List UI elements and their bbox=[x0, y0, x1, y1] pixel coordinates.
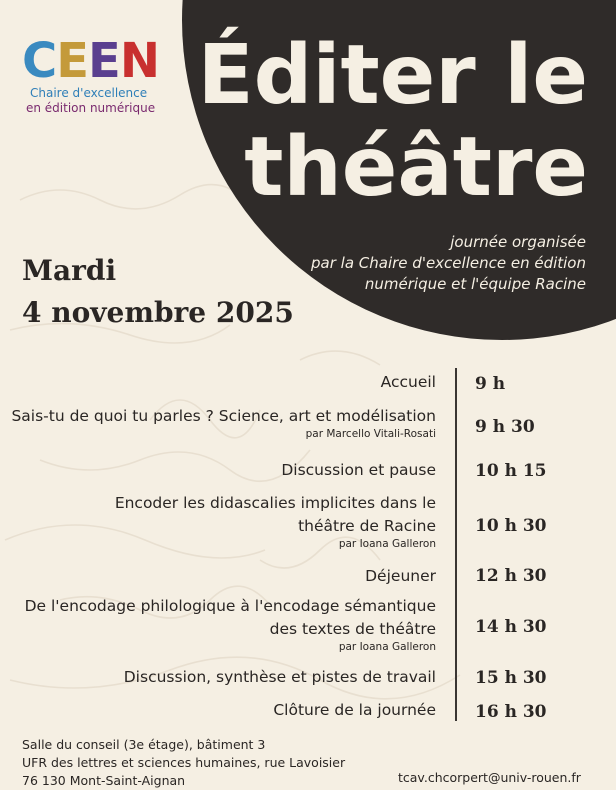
subtitle-line: par la Chaire d'excellence en édition bbox=[311, 254, 586, 272]
title-line-1: Éditer le bbox=[197, 28, 588, 123]
venue-address bbox=[22, 736, 345, 790]
program-time: 9 h 30 bbox=[475, 417, 535, 437]
subtitle-line: numérique et l'équipe Racine bbox=[364, 275, 586, 293]
program-speaker: par Marcello Vitali-Rosati bbox=[305, 428, 436, 440]
date-day: Mardi bbox=[22, 254, 117, 287]
program-item bbox=[11, 405, 436, 440]
program-title: des textes de théâtre bbox=[269, 620, 436, 638]
program-item bbox=[381, 371, 436, 394]
address-line: Salle du conseil (3e étage), bâtiment 3 bbox=[22, 737, 266, 752]
program-time: 15 h 30 bbox=[475, 668, 547, 688]
program-time: 10 h 30 bbox=[475, 516, 547, 536]
program-time: 14 h 30 bbox=[475, 617, 547, 637]
program-title: Discussion et pause bbox=[281, 461, 436, 479]
event-subtitle bbox=[311, 232, 586, 295]
program-item bbox=[115, 492, 436, 550]
contact-email[interactable]: tcav.chcorpert@univ-rouen.fr bbox=[398, 770, 581, 785]
address-line: UFR des lettres et sciences humaines, rue Lavoisier bbox=[22, 755, 346, 770]
program-title: De l'encodage philologique à l'encodage sémantique bbox=[24, 597, 436, 615]
program-item bbox=[281, 459, 436, 482]
schedule-divider bbox=[455, 368, 457, 721]
program-item bbox=[273, 699, 436, 722]
event-date bbox=[22, 250, 294, 334]
ceen-logo bbox=[22, 33, 162, 116]
program-title: Discussion, synthèse et pistes de travail bbox=[123, 668, 436, 686]
program-title: théâtre de Racine bbox=[298, 517, 436, 535]
address-line: 76 130 Mont-Saint-Aignan bbox=[22, 773, 186, 788]
program-speaker: par Ioana Galleron bbox=[338, 538, 436, 550]
program-title: Accueil bbox=[380, 373, 436, 391]
event-title bbox=[198, 30, 588, 214]
program-time: 9 h bbox=[475, 374, 506, 394]
program-time: 12 h 30 bbox=[475, 566, 547, 586]
program-item bbox=[124, 666, 436, 689]
logo-subtitle-1: Chaire d'excellence bbox=[30, 86, 148, 100]
program-title: Encoder les didascalies implicites dans le bbox=[114, 494, 436, 512]
logo-letter: E bbox=[88, 33, 120, 89]
logo-letter: E bbox=[56, 33, 89, 89]
program-time: 10 h 15 bbox=[475, 461, 547, 481]
date-full: 4 novembre 2025 bbox=[22, 296, 294, 329]
subtitle-line: journée organisée bbox=[450, 233, 586, 251]
program-time: 16 h 30 bbox=[475, 702, 547, 722]
title-line-2: théâtre bbox=[244, 120, 588, 215]
program-title: Clôture de la journée bbox=[273, 701, 436, 719]
program-item bbox=[25, 595, 436, 653]
program-item bbox=[365, 565, 436, 588]
program-title: Déjeuner bbox=[365, 567, 436, 585]
logo-subtitle-2: en édition numérique bbox=[26, 101, 156, 115]
program-title: Sais-tu de quoi tu parles ? Science, art et modélisation bbox=[11, 407, 436, 425]
program-speaker: par Ioana Galleron bbox=[338, 641, 436, 653]
logo-letter: C bbox=[22, 33, 57, 89]
logo-letter: N bbox=[119, 33, 159, 89]
